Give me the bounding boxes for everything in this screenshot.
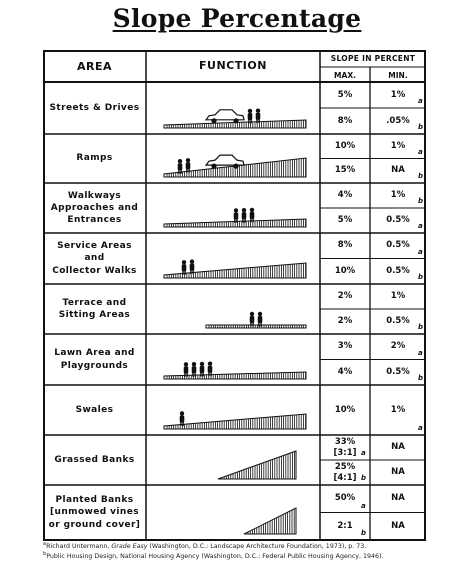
slope-min-value: .05% [386,115,410,126]
slope-max-value: 10% [334,140,356,151]
slope-max-value: 3% [337,341,353,352]
slope-min-value: 0.5% [386,215,410,226]
area-label: Walkways Approaches and Entrances [50,190,139,226]
area-label: Service Areas and Collector Walks [52,241,137,276]
slope-table [43,50,426,541]
slope-max-value: 8% [337,240,353,251]
footnote-marker: b [361,474,367,482]
footnote-marker: b [418,123,424,131]
slope-min-value: 0.5% [386,265,410,276]
slope-max-value: 10% [334,404,356,415]
page-title: Slope Percentage [112,4,362,33]
footnote-marker: a [361,449,366,457]
function-illustration [146,334,320,385]
slope-max-value: 2% [337,316,353,327]
function-illustration [146,435,320,485]
area-label: Lawn Area and Playgrounds [54,348,135,371]
slope-min-value: NA [391,493,405,504]
slope-max-value: 5% [337,89,353,100]
slope-min-value: NA [391,442,405,453]
slope-max-value: 15% [334,165,356,176]
function-illustration [146,233,320,284]
footnote-marker: b [418,374,424,382]
function-illustration [146,385,320,435]
slope-max-value: 25% [4:1] [333,461,357,483]
footnote-marker: b [418,172,424,180]
function-illustration [146,183,320,233]
slope-max-value: 33% [3:1] [333,436,357,458]
slope-max-value: 2% [337,291,353,302]
footnote-a: $^a$Richard Untermann, Grade Easy (Washington, D.C.: Landscape Architecture Foundation, 1973), p. 73. [43,541,367,551]
slope-min-value: 2% [390,341,406,352]
function-illustration [146,485,320,540]
slope-min-value: 1% [390,404,406,415]
slope-min-value: 0.5% [386,240,410,251]
footnote-marker: b [418,323,424,331]
slope-max-value: 5% [337,215,353,226]
header-min: MIN. [388,71,408,80]
slope-max-value: 10% [334,265,356,276]
header-slope: SLOPE IN PERCENT [330,54,416,63]
footnote-marker: a [418,147,423,156]
header-function: FUNCTION [199,59,267,72]
function-illustration [146,284,320,334]
slope-min-value: NA [391,520,405,531]
footnote-marker: a [418,247,423,256]
area-label: Streets & Drives [49,102,140,113]
area-label: Swales [75,404,114,415]
footnote-marker: a [418,97,423,105]
slope-min-value: 0.5% [386,366,410,377]
function-illustration [146,134,320,183]
function-illustration [146,82,320,134]
slope-max-value: 4% [337,190,353,201]
header-area: AREA [76,60,112,73]
footnote-marker: a [418,222,423,230]
slope-min-value: NA [391,467,405,478]
slope-max-value: 8% [337,115,353,126]
area-label: Terrace and Sitting Areas [58,297,131,320]
area-label: Grassed Banks [54,454,135,465]
footnote-marker: b [361,529,367,537]
footnote-marker: a [418,348,423,357]
slope-max-value: 50% [334,493,356,504]
slope-min-value: 1% [390,291,406,302]
slope-min-value: 1% [390,89,406,100]
slope-min-value: NA [391,165,405,176]
footnote-marker: b [418,197,424,205]
area-label: Planted Banks [unmowed vines or ground cover] [48,495,141,530]
header-max: MAX. [334,71,356,80]
slope-max-value: 2:1 [337,520,353,531]
slope-min-value: 1% [390,140,406,151]
footnote-marker: b [418,273,424,281]
area-label: Ramps [76,153,113,164]
slope-min-value: 0.5% [386,316,410,327]
footnote-marker: a [361,501,366,510]
footnote-marker: a [418,424,423,432]
slope-min-value: 1% [390,190,406,201]
slope-max-value: 4% [337,366,353,377]
footnote-b: $^b$Public Housing Design, National Housing Agency (Washington, D.C.: Federal Public Housing Agency, 1946). [43,551,384,561]
